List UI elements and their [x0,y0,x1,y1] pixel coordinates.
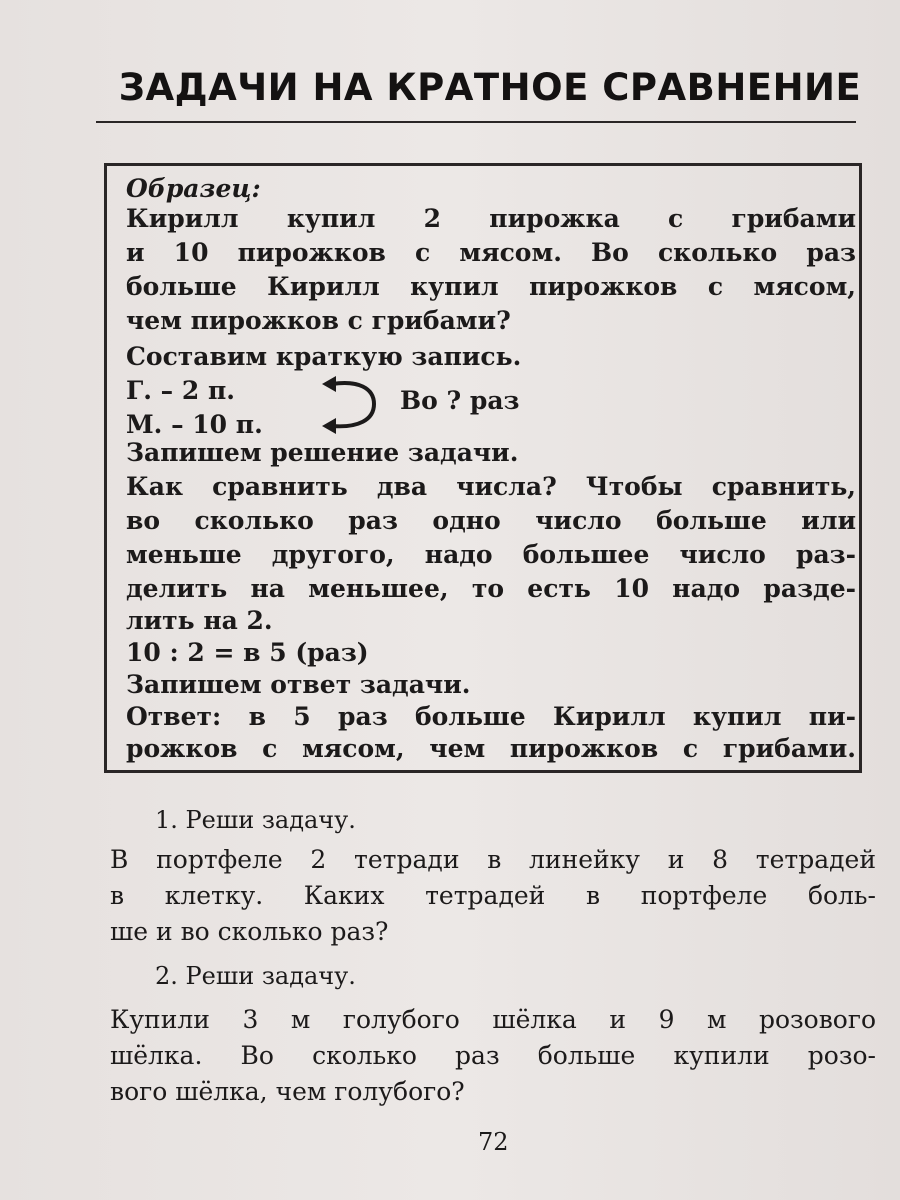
answer-line: рожков с мясом, чем пирожков с грибами. [126,734,856,763]
explanation-line: Как сравнить два числа? Чтобы сравнить, [126,472,856,501]
task-1-heading: 1. Реши задачу. [155,806,356,834]
page-number: 72 [478,1128,509,1156]
short-note-line-1: Г. – 2 п. [126,376,235,405]
sample-label: Образец: [126,174,261,203]
answer-line: Ответ: в 5 раз больше Кирилл купил пи- [126,702,856,731]
explanation-line: меньше другого, надо большее число раз- [126,540,856,569]
task-2-heading: 2. Реши задачу. [155,962,356,990]
sample-problem-line: Кирилл купил 2 пирожка с грибами [126,204,856,233]
solution-intro: Запишем решение задачи. [126,438,519,467]
sample-problem-line: больше Кирилл купил пирожков с мясом, [126,272,856,301]
page-heading: ЗАДАЧИ НА КРАТНОЕ СРАВНЕНИЕ [118,66,862,109]
task-2-line: Купили 3 м голубого шёлка и 9 м розового [110,1005,876,1034]
short-note-line-2: М. – 10 п. [126,410,263,439]
heading-underline [96,121,856,123]
task-1-line: в клетку. Каких тетрадей в портфеле боль- [110,881,876,910]
task-1-line: ше и во сколько раз? [110,917,389,946]
explanation-line: лить на 2. [126,606,273,635]
explanation-line: делить на меньшее, то есть 10 надо разде- [126,574,856,603]
solution-equation: 10 : 2 = в 5 (раз) [126,638,369,667]
explanation-line: во сколько раз одно число больше или [126,506,856,535]
task-1-line: В портфеле 2 тетради в линейку и 8 тетрадей [110,845,876,874]
comparison-arrow-icon [318,370,390,440]
sample-problem-line: чем пирожков с грибами? [126,306,511,335]
short-note-intro: Составим краткую запись. [126,342,522,371]
answer-intro: Запишем ответ задачи. [126,670,471,699]
task-2-line: вого шёлка, чем голубого? [110,1077,465,1106]
task-2-line: шёлка. Во сколько раз больше купили розо- [110,1041,876,1070]
sample-problem-line: и 10 пирожков с мясом. Во сколько раз [126,238,856,267]
short-note-question: Во ? раз [400,386,520,415]
